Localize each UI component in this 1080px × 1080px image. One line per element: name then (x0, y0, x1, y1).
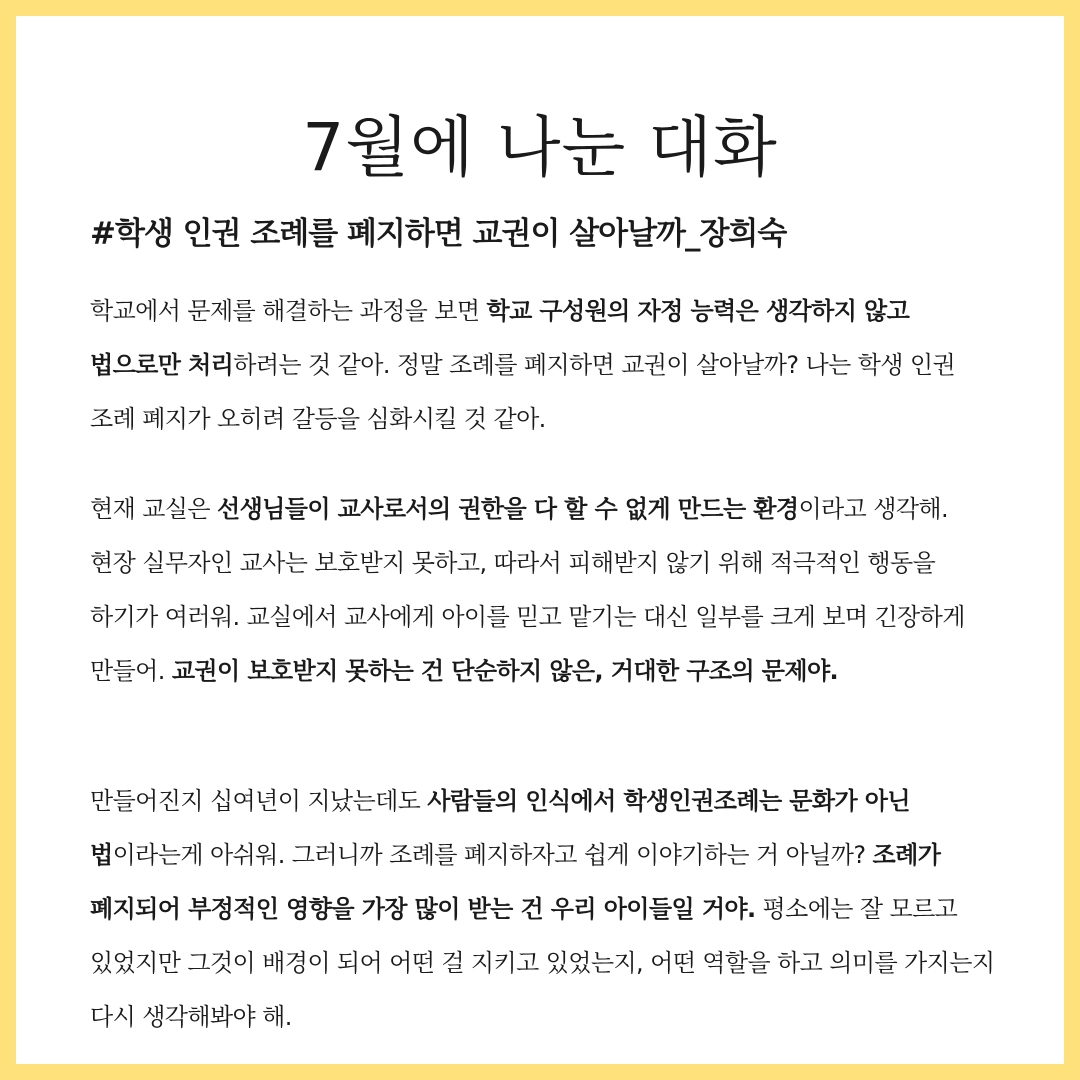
paragraph-1-text-2: 하려는 것 같아. 정말 조례를 폐지하면 교권이 살아날까? 나는 학생 인권 조례 폐지가 오히려 갈등을 심화시킬 것 같아. (90, 351, 956, 433)
paragraph-2-text-2: 이라고 생각해. 현장 실무자인 교사는 보호받지 못하고, 따라서 피해받지 않기 위해 적극적인 행동을 하기가 여러워. 교실에서 교사에게 아이를 믿고 맡기는 대신 일부를 크게 보며 긴장하게 만들어. (90, 495, 965, 685)
paragraph-2-bold-1: 선생님들이 교사로서의 권한을 다 할 수 없게 만드는 환경 (216, 495, 799, 523)
paragraph-2-text-1: 현재 교실은 (90, 495, 217, 523)
card (16, 16, 1064, 1064)
paragraph-1-bold-1: 학교 구성원의 자정 능력은 생각하지 않고 법으로만 처리 (90, 297, 910, 379)
paragraph-2 (90, 482, 1000, 698)
subtitle-hashtag: #학생 인권 조례를 폐지하면 교권이 살아날까_장희숙 (90, 216, 787, 252)
paragraph-3-text-3: 평소에는 잘 모르고 있었지만 그것이 배경이 되어 어떤 걸 지키고 있었는지, 어떤 역할을 하고 의미를 가지는지 다시 생각해봐야 해. (90, 895, 995, 1031)
paragraph-1-text-1: 학교에서 문제를 해결하는 과정을 보면 (90, 297, 487, 325)
paragraph-1 (90, 284, 1000, 446)
page-title: 7월에 나눈 대화 (302, 109, 778, 186)
paragraph-2-bold-2: 교권이 보호받지 못하는 건 단순하지 않은, 거대한 구조의 문제야. (171, 657, 839, 685)
paragraph-3 (90, 774, 1000, 1044)
paragraph-3-text-2: 이라는게 아쉬워. 그러니까 조례를 폐지하자고 쉽게 이야기하는 거 아닐까? (112, 841, 873, 869)
paragraph-3-bold-1: 사람들의 인식에서 학생인권조례는 문화가 아닌 법 (90, 787, 910, 869)
paragraph-3-text-1: 만들어진지 십여년이 지났는데도 (90, 787, 428, 815)
paragraph-3-bold-2: 조례가 폐지되어 부정적인 영향을 가장 많이 받는 건 우리 아이들일 거야. (90, 841, 941, 923)
